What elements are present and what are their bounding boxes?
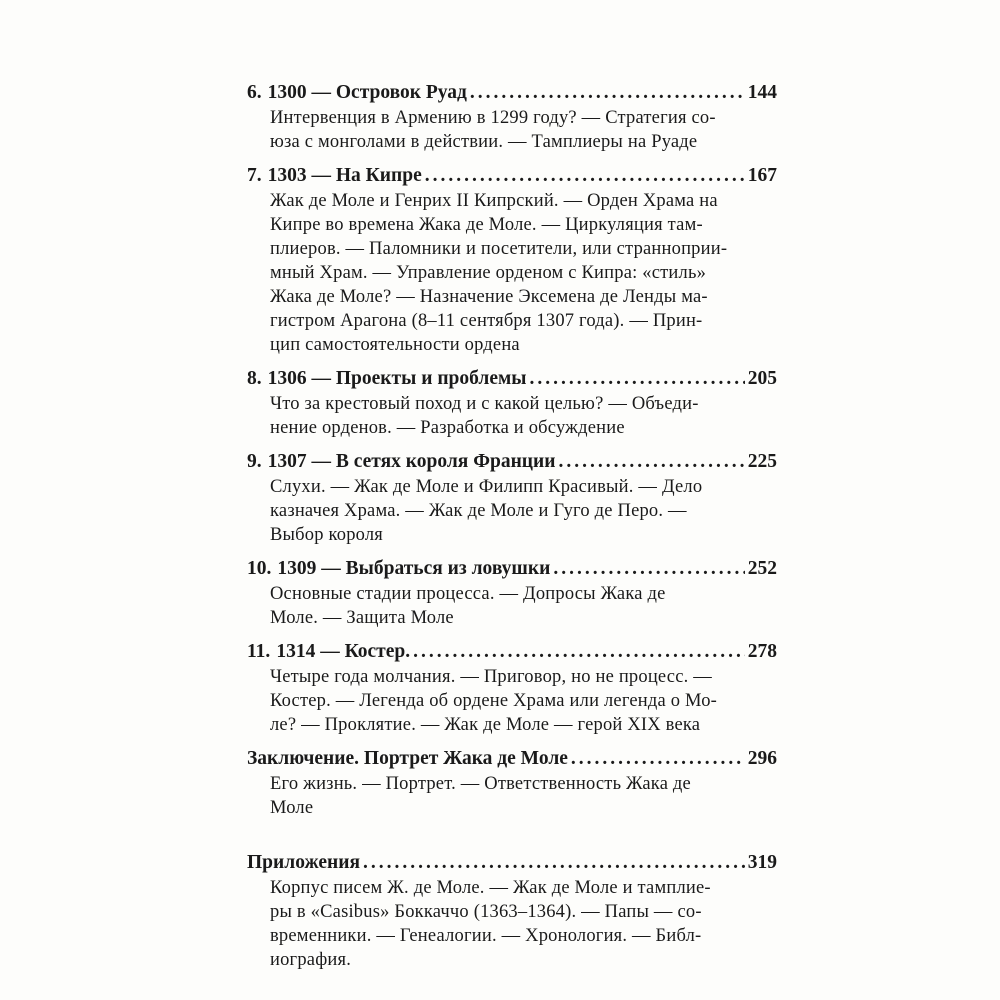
chapter-title: 1307 — В сетях короля Франции xyxy=(267,451,556,472)
summary-line: Корпус писем Ж. де Моле. — Жак де Моле и тамплие- xyxy=(270,878,711,898)
chapter-number: 9. xyxy=(247,451,262,472)
chapter-summary xyxy=(247,475,777,547)
chapter-title: 1309 — Выбраться из ловушки xyxy=(277,558,551,579)
page-number: 319 xyxy=(747,852,777,873)
summary-line: ле? — Проклятие. — Жак де Моле — герой XIX века xyxy=(270,715,701,735)
toc-entry-11 xyxy=(247,639,777,737)
page-number: 278 xyxy=(747,641,777,662)
toc-entry-6 xyxy=(247,80,777,154)
dot-leader xyxy=(413,639,745,665)
summary-line: Интервенция в Армению в 1299 году? — Стратегия со- xyxy=(270,108,716,128)
toc-entry-appendices xyxy=(247,850,777,972)
chapter-summary xyxy=(247,876,777,972)
page-number: 296 xyxy=(747,748,777,769)
chapter-summary xyxy=(247,582,777,630)
chapter-number: 10. xyxy=(247,558,272,579)
chapter-number: 8. xyxy=(247,368,262,389)
page-number: 225 xyxy=(747,451,777,472)
toc-heading xyxy=(247,366,777,392)
dot-leader xyxy=(363,850,745,876)
summary-line: Что за крестовый поход и с какой целью? — Объеди- xyxy=(270,394,699,414)
toc-heading xyxy=(247,746,777,772)
chapter-summary xyxy=(247,189,777,357)
toc-heading xyxy=(247,163,777,189)
toc-entry-8 xyxy=(247,366,777,440)
dot-leader xyxy=(425,163,745,189)
dot-leader xyxy=(571,746,745,772)
summary-line: Кипре во времена Жака де Моле. — Циркуляция там- xyxy=(270,215,703,235)
page-number: 205 xyxy=(747,368,777,389)
summary-line: Выбор короля xyxy=(270,525,384,545)
chapter-title: Заключение. Портрет Жака де Моле xyxy=(247,748,568,769)
chapter-number: 6. xyxy=(247,82,262,103)
chapter-summary xyxy=(247,772,777,820)
summary-line: казначея Храма. — Жак де Моле и Гуго де Перо. — xyxy=(270,501,687,521)
summary-line: временники. — Генеалогии. — Хронология. — Библ- xyxy=(270,926,702,946)
toc-entry-9 xyxy=(247,449,777,547)
dot-leader xyxy=(470,80,745,106)
summary-line: Моле. — Защита Моле xyxy=(270,608,454,628)
chapter-title: 1314 — Костер. xyxy=(276,641,411,662)
summary-line: мный Храм. — Управление орденом с Кипра: «стиль» xyxy=(270,263,707,283)
chapter-number: 11. xyxy=(247,641,271,662)
toc-heading xyxy=(247,639,777,665)
summary-line: нение орденов. — Разработка и обсуждение xyxy=(270,418,625,438)
toc-heading xyxy=(247,449,777,475)
toc-heading xyxy=(247,556,777,582)
dot-leader xyxy=(553,556,744,582)
chapter-title: 1303 — На Кипре xyxy=(267,165,422,186)
summary-line: Основные стадии процесса. — Допросы Жака де xyxy=(270,584,666,604)
summary-line: ры в «Casibus» Боккаччо (1363–1364). — Папы — со- xyxy=(270,902,702,922)
toc-heading xyxy=(247,850,777,876)
dot-leader xyxy=(530,366,745,392)
page-number: 144 xyxy=(747,82,777,103)
chapter-summary xyxy=(247,106,777,154)
toc-entry-7 xyxy=(247,163,777,357)
summary-line: Моле xyxy=(270,798,314,818)
summary-line: плиеров. — Паломники и посетители, или странноприи- xyxy=(270,239,728,259)
summary-line: цип самостоятельности ордена xyxy=(270,335,520,355)
chapter-summary xyxy=(247,392,777,440)
chapter-summary xyxy=(247,665,777,737)
table-of-contents xyxy=(247,80,777,981)
chapter-number: 7. xyxy=(247,165,262,186)
summary-line: Четыре года молчания. — Приговор, но не процесс. — xyxy=(270,667,712,687)
toc-entry-10 xyxy=(247,556,777,630)
summary-line: Жака де Моле? — Назначение Эксемена де Ленды ма- xyxy=(270,287,708,307)
page-number: 252 xyxy=(747,558,777,579)
summary-line: Слухи. — Жак де Моле и Филипп Красивый. — Дело xyxy=(270,477,703,497)
toc-heading xyxy=(247,80,777,106)
summary-line: Его жизнь. — Портрет. — Ответственность Жака де xyxy=(270,774,691,794)
summary-line: Жак де Моле и Генрих II Кипрский. — Орден Храма на xyxy=(270,191,718,211)
dot-leader xyxy=(559,449,745,475)
summary-line: иография. xyxy=(270,950,352,970)
page-number: 167 xyxy=(747,165,777,186)
toc-entry-conclusion xyxy=(247,746,777,820)
summary-line: юза с монголами в действии. — Тамплиеры на Руаде xyxy=(270,132,698,152)
chapter-title: Приложения xyxy=(247,852,361,873)
chapter-title: 1300 — Островок Руад xyxy=(267,82,467,103)
chapter-title: 1306 — Проекты и проблемы xyxy=(267,368,527,389)
summary-line: гистром Арагона (8–11 сентября 1307 года). — Прин- xyxy=(270,311,703,331)
summary-line: Костер. — Легенда об ордене Храма или легенда о Мо- xyxy=(270,691,718,711)
